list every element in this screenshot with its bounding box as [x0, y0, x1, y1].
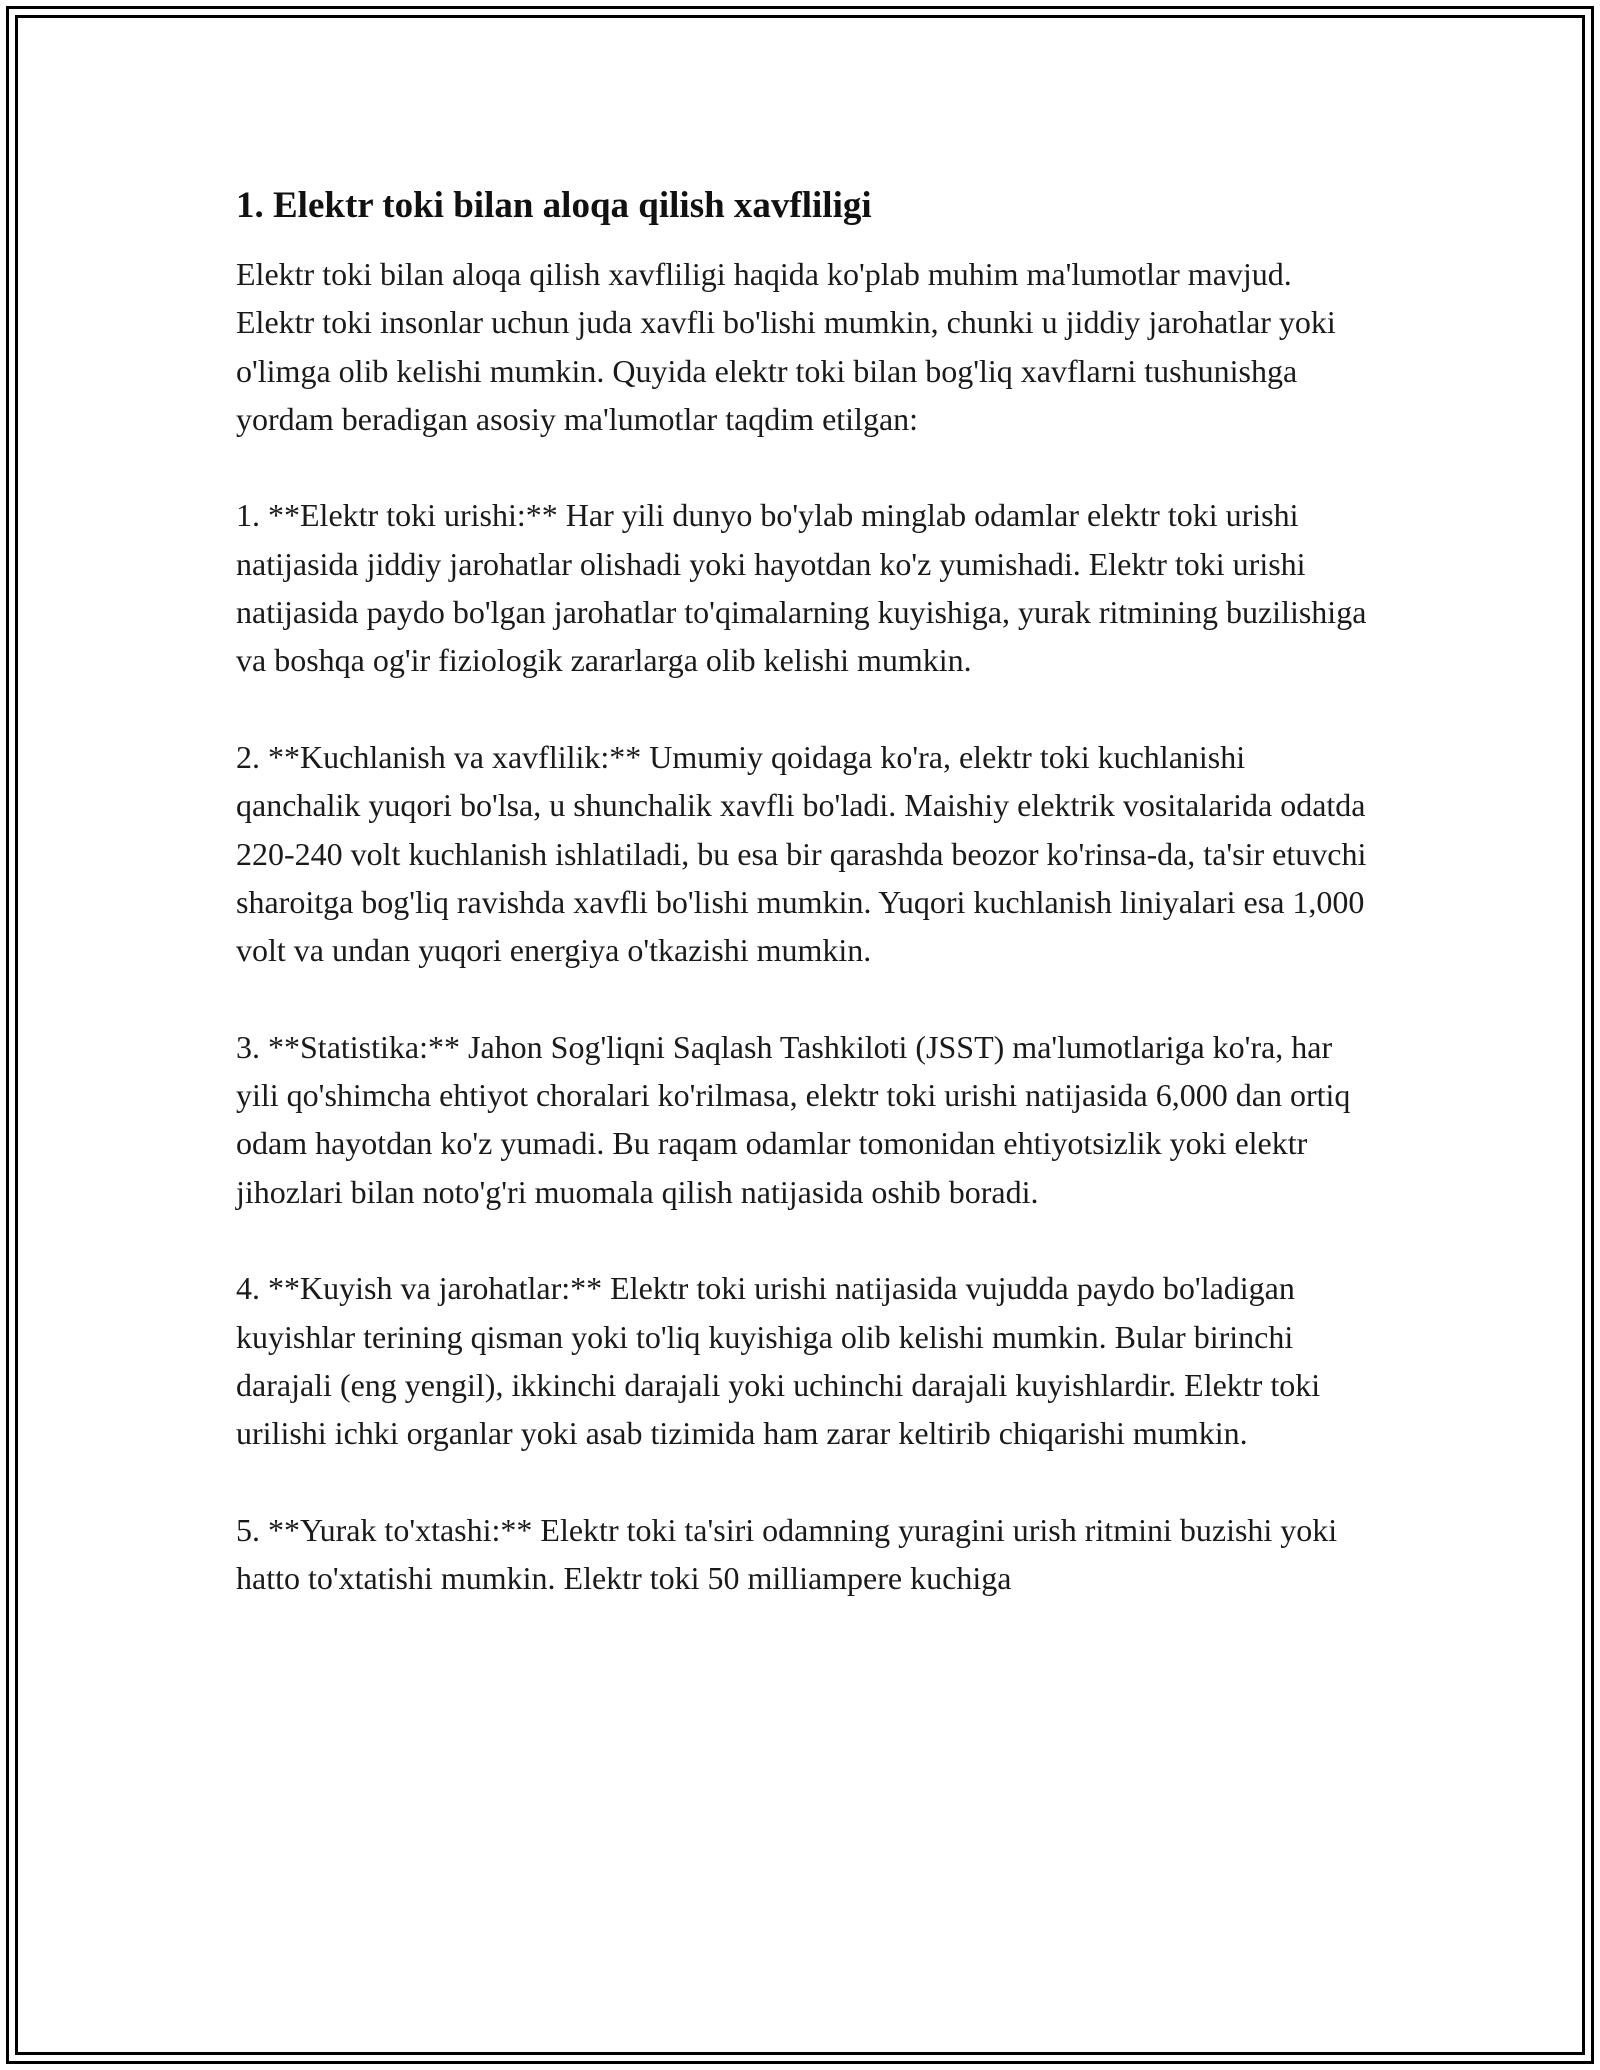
paragraph-item-4: 4. **Kuyish va jarohatlar:** Elektr toki urishi natijasida vujudda paydo bo'ladigan kuyishlar terining qisman yoki to'liq kuyishiga olib kelishi mumkin. Bular birinchi darajali (eng yengil), ikkinchi darajali yoki uchinchi darajali kuyishlardir. Elektr toki urilishi ichki organlar yoki asab tizimida ham zarar keltirib chiqarishi mumkin.: [236, 1270, 1321, 1452]
paragraph-item-5: 5. **Yurak to'xtashi:** Elektr toki ta'siri odamning yuragini urish ritmini buzishi yoki hatto to'xtatishi mumkin. Elektr toki 50 milliampere kuchiga: [236, 1511, 1338, 1597]
paragraph-item-2: 2. **Kuchlanish va xavflilik:** Umumiy qoidaga ko'ra, elektr toki kuchlanishi qanchalik yuqori bo'lsa, u shunchalik xavfli bo'ladi. Maishiy elektrik vositalarida odatda 220-240 volt kuchlanish ishlatiladi, bu esa bir qarashda beozor ko'rinsa-da, ta'sir etuvchi sharoitga bog'liq ravishda xavfli bo'lishi mumkin. Yuqori kuchlanish liniyalari esa 1,000 volt va undan yuqori energiya o'tkazishi mumkin.: [236, 738, 1367, 969]
paragraph-item-1: 1. **Elektr toki urishi:** Har yili dunyo bo'ylab minglab odamlar elektr toki urishi natijasida jiddiy jarohatlar olishadi yoki hayotdan ko'z yumishadi. Elektr toki urishi natijasida paydo bo'lgan jarohatlar to'qimalarning kuyishiga, yurak ritmining buzilishiga va boshqa og'ir fiziologik zararlarga olib kelishi mumkin.: [236, 497, 1367, 679]
paragraph-intro: Elektr toki bilan aloqa qilish xavfliligi haqida ko'plab muhim ma'lumotlar mavjud. Elektr toki insonlar uchun juda xavfli bo'lishi mumkin, chunki u jiddiy jarohatlar yoki o'limga olib kelishi mumkin. Quyida elektr toki bilan bog'liq xavflarni tushunishga yordam beradigan asosiy ma'lumotlar taqdim etilgan:: [236, 256, 1336, 437]
document-title: 1. Elektr toki bilan aloqa qilish xavfliligi: [236, 185, 872, 226]
paragraph-item-3: 3. **Statistika:** Jahon Sog'liqni Saqlash Tashkiloti (JSST) ma'lumotlariga ko'ra, har yili qo'shimcha ehtiyot choralari ko'rilmasa, elektr toki urishi natijasida 6,000 dan ortiq odam hayotdan ko'z yumadi. Bu raqam odamlar tomonidan ehtiyotsizlik yoki elektr jihozlari bilan noto'g'ri muomala qilish natijasida oshib boradi.: [236, 1028, 1351, 1210]
document-body: [236, 180, 1376, 1651]
